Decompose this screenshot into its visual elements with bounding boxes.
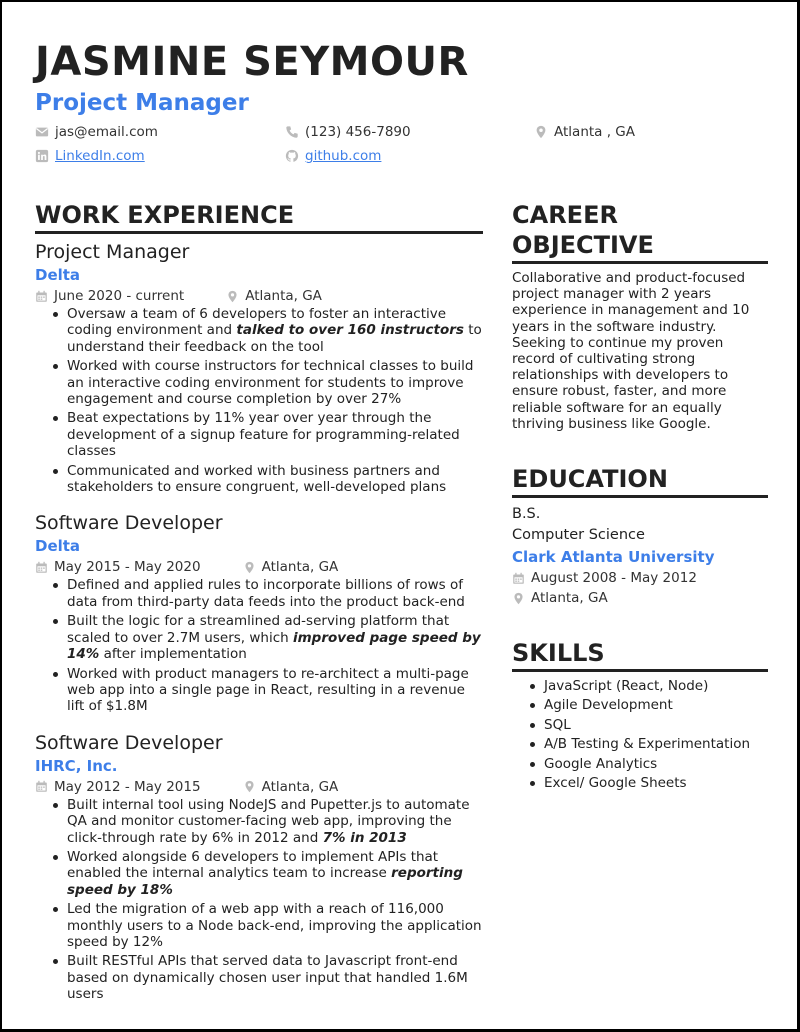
contact-phone: (123) 456-7890: [285, 123, 411, 141]
education-heading: EDUCATION: [512, 464, 768, 498]
skill-item: JavaScript (React, Node): [526, 678, 768, 694]
resume-page: [2, 2, 797, 1029]
job-bullet: Built the logic for a streamlined ad-serving platform that scaled to over 2.7M users, which improved page speed by 14% after implementation: [49, 613, 483, 662]
candidate-role: Project Manager: [35, 90, 249, 116]
map-pin-icon: [243, 561, 256, 574]
calendar-icon: [35, 561, 48, 574]
job-list: [35, 240, 483, 1003]
contact-location: Atlanta , GA: [534, 123, 635, 141]
education-dates: August 2008 - May 2012: [512, 568, 768, 588]
education-degree: B.S.: [512, 506, 541, 523]
highlight-text: talked to over 160 instructors: [236, 322, 464, 339]
candidate-name: JASMINE SEYMOUR: [35, 39, 469, 85]
job-dates: June 2020 - current: [54, 288, 185, 304]
job-bullet: Worked with course instructors for technical classes to build an interactive coding environment for students to improve engagement and course completion by over 27%: [49, 358, 483, 407]
job-bullet: Built RESTful APIs that served data to Javascript front-end based on dynamically chosen user input that handled 1.6M users: [49, 953, 483, 1002]
job-bullet: Oversaw a team of 6 developers to foster an interactive coding environment and talked to over 160 instructors to understand their feedback on the tool: [49, 306, 483, 355]
job-dates: May 2015 - May 2020: [54, 559, 201, 576]
skills-heading: SKILLS: [512, 638, 768, 672]
job-title: Software Developer: [35, 512, 223, 535]
career-objective-section: [512, 200, 768, 432]
job-meta: [35, 777, 483, 797]
job-location: Atlanta, GA: [243, 777, 339, 797]
job-meta: [35, 557, 483, 577]
map-pin-icon: [512, 592, 525, 605]
education-location: Atlanta, GA: [512, 588, 768, 608]
skill-item: Agile Development: [526, 697, 768, 713]
contact-email: jas@email.com: [35, 123, 158, 141]
calendar-icon: [35, 290, 48, 303]
skill-item: A/B Testing & Experimentation: [526, 736, 768, 752]
job-bullets: [49, 797, 483, 1003]
map-pin-icon: [534, 125, 548, 139]
linkedin-link[interactable]: LinkedIn.com: [55, 148, 145, 164]
skill-item: Excel/ Google Sheets: [526, 775, 768, 791]
skill-item: Google Analytics: [526, 756, 768, 772]
education-field: Computer Science: [512, 527, 645, 544]
job-bullet: Communicated and worked with business partners and stakeholders to ensure congruent, well-developed plans: [49, 463, 483, 496]
job-bullets: [49, 577, 483, 714]
job-dates: May 2012 - May 2015: [54, 778, 201, 795]
job-company: Delta: [35, 266, 81, 284]
job-bullet: Worked alongside 6 developers to implement APIs that enabled the internal analytics team to increase reporting speed by 18%: [49, 849, 483, 898]
job-company: IHRC, Inc.: [35, 756, 118, 775]
linkedin-icon: [35, 149, 49, 163]
job-location: Atlanta, GA: [226, 286, 322, 306]
github-icon: [285, 149, 299, 163]
highlight-text: 7% in 2013: [322, 829, 407, 846]
skills-section: [512, 638, 768, 791]
career-objective-heading: CAREER OBJECTIVE: [512, 200, 768, 264]
job-title: Project Manager: [35, 241, 190, 263]
job-meta: [35, 286, 483, 306]
envelope-icon: [35, 125, 49, 139]
github-link[interactable]: github.com: [305, 148, 382, 164]
job-entry: [35, 511, 483, 714]
job-entry: [35, 731, 483, 1003]
job-bullet: Defined and applied rules to incorporate billions of rows of data from third-party data feeds into the product back-end: [49, 577, 483, 610]
job-bullet: Beat expectations by 11% year over year through the development of a signup feature for programming-related classes: [49, 410, 483, 459]
contact-github[interactable]: [285, 147, 381, 165]
calendar-icon: [512, 572, 525, 585]
contact-linkedin[interactable]: [35, 147, 145, 165]
work-experience-section: [35, 200, 483, 1006]
job-bullets: [49, 306, 483, 495]
education-section: [512, 464, 768, 608]
map-pin-icon: [226, 290, 239, 303]
job-location: Atlanta, GA: [243, 557, 339, 577]
job-bullet: Worked with product managers to re-architect a multi-page web app into a single page in React, resulting in a revenue lift of $1.8M: [49, 666, 483, 715]
job-bullet: Led the migration of a web app with a reach of 116,000 monthly users to a Node back-end, improving the application speed by 12%: [49, 901, 483, 950]
sidebar: [512, 200, 768, 794]
highlight-text: reporting speed by 18%: [67, 865, 463, 898]
map-pin-icon: [243, 780, 256, 793]
skills-list: [526, 678, 768, 791]
work-experience-heading: WORK EXPERIENCE: [35, 200, 483, 234]
career-objective-text: Collaborative and product-focused project manager with 2 years experience in management and 10 years in the software industry. Seeking to continue my proven record of cultivating strong relationships with developers to ensure robust, faster, and more reliable software for an equally thriving business like Google.: [512, 270, 750, 432]
calendar-icon: [35, 780, 48, 793]
job-bullet: Built internal tool using NodeJS and Pupetter.js to automate QA and monitor customer-facing web app, improving the click-through rate by 6% in 2012 and 7% in 2013: [49, 797, 483, 846]
job-title: Software Developer: [35, 731, 223, 754]
job-entry: [35, 240, 483, 495]
job-company: Delta: [35, 537, 81, 556]
skill-item: SQL: [526, 717, 768, 733]
highlight-text: improved page speed by 14%: [67, 629, 481, 663]
education-school: Clark Atlanta University: [512, 548, 715, 567]
phone-icon: [285, 125, 299, 139]
